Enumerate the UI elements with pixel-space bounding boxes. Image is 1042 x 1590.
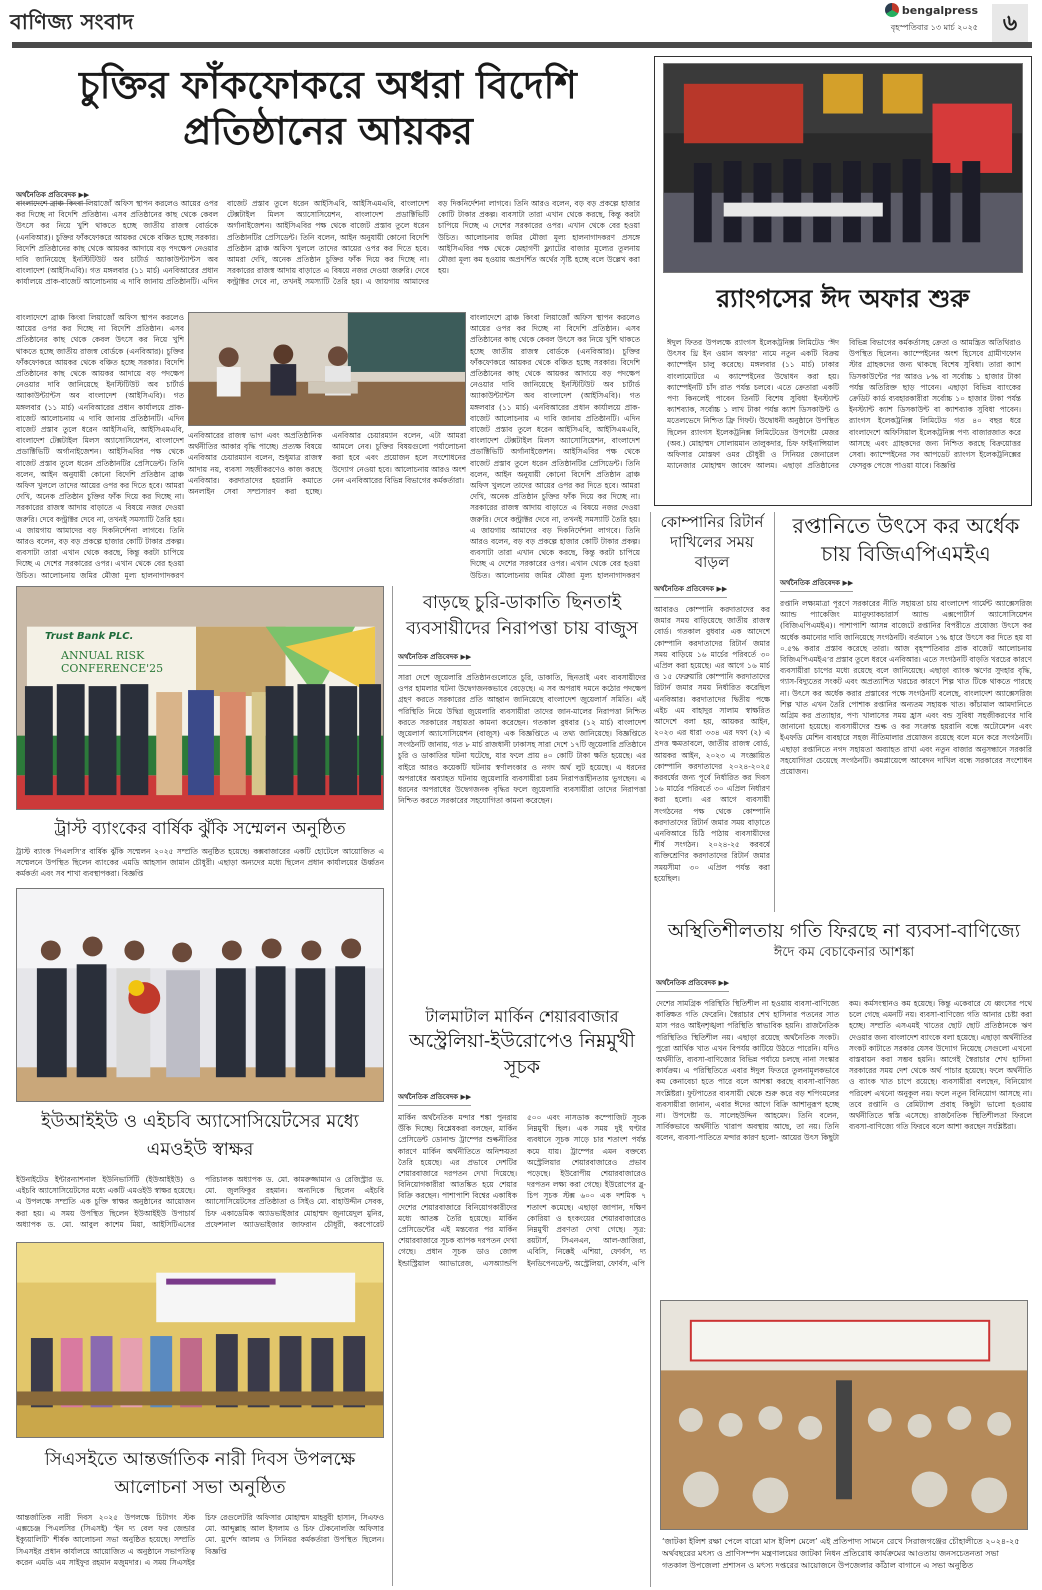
rangs-headline: র‍্যাংগসের ঈদ অফার শুরু bbox=[716, 284, 970, 313]
instability-subheadline: ঈদে কম বেচাকেনার আশঙ্কা bbox=[773, 945, 915, 960]
stock-byline: অর্থনৈতিক প্রতিবেদক ▶▶ bbox=[398, 1091, 471, 1106]
cse-body: আন্তর্জাতিক নারী দিবস ২০২৫ উপলক্ষে চিটাগং স্টক এক্সচেঞ্জ পিএলসির (সিএসই) ‘ইন দ্য বেল ফর জেন্ডার ইক্যুয়ালিটি’ শীর্ষক আলোচনা সভা অনুষ্ঠিত হয়েছে। সম্প্রতি সিএসইর প্রধান কার্যালয়ে আয়োজিত এ অনুষ্ঠানে সভাপতিত্ব করেন এমডি এম সাইফুর রহমান মজুমদার। এ সময় সিএসইর চিফ রেগুলেটরি অফিসার মোহাম্মদ মাহবুবী হাসান, সিএফও মো. আব্দুল্লাহ আল ইসলাম ও চিফ টেকনোলজি অফিসার মো. মুর্শেদ আলম ও সিনিয়র কর্মকর্তারা উপস্থিত ছিলেন। বিজ্ঞপ্তি bbox=[16, 1513, 384, 1567]
uiu-photo bbox=[16, 888, 384, 1102]
eid-offer-photo-illustration bbox=[664, 64, 1022, 272]
cse-story bbox=[14, 1242, 386, 1588]
trust-bank-story bbox=[14, 586, 386, 886]
lead-body-left-text: বাংলাদেশে ব্রাঞ্চ কিংবা লিয়াজোঁ অফিস স্থাপন করলেও আয়ের ওপর কর দিচ্ছে না বিদেশি প্রতিষ্ঠান। এসব প্রতিষ্ঠানের কাছ থেকে কেবল উৎসে কর নিয়ে খুশি থাকতে হচ্ছে জাতীয় রাজস্ব বোর্ডকে (এনবিআর)। চুক্তির ফাঁকফোকরে আয়কর থেকে বঞ্চিত হচ্ছে সরকার। বিদেশি প্রতিষ্ঠানের কাছ থেকে আয়কর আদায়ে বড় পদক্ষেপ নেওয়ার দাবি জানিয়েছে ইনস্টিটিউট অব চার্টার্ড অ্যাকাউন্ট্যান্টস অব বাংলাদেশ (আইসিএবি)। গত মঙ্গলবার (১১ মার্চ) এনবিআরের প্রধান কার্যালয়ে প্রাক-বাজেট আলোচনায় এ দাবি জানায় প্রতিষ্ঠানটি। এদিন বাজেট প্রস্তাব তুলে ধরেন আইসিএবি, আইসিএমএবি, বাংলাদেশ টেক্সটাইল মিলস অ্যাসোসিয়েশন, বাংলাদেশ প্রডাক্টিভিটি অর্গানাইজেশন। আইসিএবির পক্ষ থেকে বাজেট প্রস্তাব তুলে ধরেন প্রতিষ্ঠানটির প্রেসিডেন্ট। তিনি বলেন, আইন অনুযায়ী কোনো বিদেশি প্রতিষ্ঠান ব্রাঞ্চ অফিস খুললে তাদের আয়ের ওপর কর দিতে হবে। আমরা দেখি, অনেক প্রতিষ্ঠান চুক্তির ফাঁক দিয়ে কর দিচ্ছে না। সরকারের রাজস্ব আদায় বাড়াতে এ বিষয়ে নজর দেওয়া জরুরি। দেবে কন্ট্রাক্টর দেবে না, তখনই সমস্যাটি তৈরি হয়। এ জায়গায় আমাদের বড় দিকনির্দেশনা লাগবে। তিনি আরও বলেন, বড় বড় প্রকল্পে হাজার কোটি টাকার প্রকল্প। ব্যবসাটা তারা এখান থেকে করছে, কিন্তু করটা চাপিয়ে দিচ্ছে এ দেশের সরকারের ওপর। এখান থেকে বের হওয়া উচিত। আলোচনায় জমির মৌজা মূল্য হালনাগাদকরণ bbox=[16, 313, 184, 580]
lead-photo bbox=[188, 312, 466, 426]
trust-bank-headline: ট্রাস্ট ব্যাংকের বার্ষিক ঝুঁকি সম্মেলন অনুষ্ঠিত bbox=[54, 819, 346, 839]
lead-story bbox=[12, 56, 644, 584]
company-return-headline: কোম্পানির রিটার্ন দাখিলের সময় বাড়ল bbox=[660, 513, 764, 571]
rangs-photo bbox=[663, 63, 1023, 273]
lead-body-right bbox=[470, 312, 640, 580]
trust-bank-body: ট্রাস্ট ব্যাংক পিএলসি’র বার্ষিক ঝুঁকি সম্মেলন ২০২৫ সম্প্রতি অনুষ্ঠিত হয়েছে। কক্সবাজারের একটি হোটেলে আয়োজিত এ সম্মেলনে উপস্থিত ছিলেন ব্যাংকের এমডি আহসান জামান চৌধুরী। এছাড়া অন্যদের মধ্যে ছিলেন প্রধান কার্যালয়ের ঊর্ধ্বতন কর্মকর্তা এবং সব শাখা ব্যবস্থাপকরা। বিজ্ঞপ্তি bbox=[16, 847, 384, 879]
bajus-byline: অর্থনৈতিক প্রতিবেদক ▶▶ bbox=[398, 651, 471, 666]
mou-signing-photo-illustration bbox=[17, 889, 383, 1101]
cse-photo bbox=[16, 1242, 384, 1438]
masthead-rule bbox=[12, 42, 1032, 48]
instability-byline: অর্থনৈতিক প্রতিবেদক ▶▶ bbox=[656, 977, 729, 992]
uiu-story bbox=[14, 888, 386, 1238]
stock-headline-line2: অস্ট্রেলিয়া-ইউরোপেও নিম্নমুখী সূচক bbox=[409, 1030, 635, 1078]
instability-story bbox=[656, 918, 1032, 1296]
page-number: ৬ bbox=[992, 4, 1028, 48]
export-tax-byline: অর্থনৈতিক প্রতিবেদক ▶▶ bbox=[780, 577, 853, 592]
export-tax-body: রপ্তানি লক্ষ্যমাত্রা পূরণে সরকারের নীতি সহায়তা চায় বাংলাদেশ গার্মেন্ট অ্যাক্সেসরিজ অ্যান্ড প্যাকেজিং ম্যানুফ্যাকচারার্স অ্যান্ড এক্সপোর্টার্স অ্যাসোসিয়েশন (বিজিএপিএমইএ)। পাশাপাশি আসন্ন বাজেটে রপ্তানির বিপরীতে প্রযোজ্য উৎসে কর অর্ধেক কমানোর দাবি জানিয়েছে সংগঠনটি। বর্তমানে ১% হারে উৎসে কর দিতে হয় যা ০.৫% করার প্রস্তাব করেছে তারা। আজ বৃহস্পতিবার প্রাক বাজেট আলোচনায় বিজিএপিএমইএ’র প্রস্তাব তুলে ধরবে এনবিআর। এতে সংগঠনটি বাড়তি খরচের কারণে ব্যবসায়ীরা চাপের মধ্যে রয়েছে বলে জানিয়েছে। এছাড়া ব্যাংক ঋণের সুদহার বৃদ্ধি, গ্যাস-বিদ্যুতের সংকট এবং অপ্রত্যাশিত খরচের কারণে শিল্প খাত টিকে থাকতে পারছে না। উৎসে কর অর্ধেক করার প্রস্তাবের পক্ষে সংগঠনটি বলেছে, বাংলাদেশ অ্যাক্সেসরিজ শিল্প খাত এখন তৈরি পোশাক রপ্তানির অন্যতম সহায়ক খাত। কাঁচামাল আমদানিতে অগ্রিম কর প্রত্যাহার, পণ্য খালাসের সময় হ্রাস এবং বন্ড সুবিধা সহজীকরণের দাবি জানানো হয়েছে। ব্যবসায়ীদের শুল্ক ও কর সংক্রান্ত হয়রানি বন্ধে অটোমেশন এবং ইএফডি মেশিন ব্যবহারে সহজ নীতিমালার প্রয়োজন রয়েছে বলে মনে করে সংগঠনটি। এছাড়া রপ্তানিতে নগদ সহায়তা অব্যাহত রাখা এবং নতুন বাজার অনুসন্ধানে সরকারি সহযোগিতা চেয়েছে সংগঠনটি। কমপ্লায়েন্সে আবেদন দাখিল বন্ধে সরকারের সংশোধন প্রয়োজন। bbox=[780, 599, 1032, 777]
hilsa-caption: ‘জাটকা ইলিশ রক্ষা পেলে বারো মাস ইলিশ মেলে’ এই প্রতিপাদ্য সামনে রেখে সিরাজগঞ্জের চৌহালীতে ২০২৪-২৫ অর্থবছরের মৎস্য ও প্রাণিসম্পদ মন্ত্রণালয়ের জাটকা নিধন প্রতিরোধ কার্যক্রমের আওতায় জনসচেতনতা সভা গতকাল উপজেলা প্রশাসন ও মৎস্য দপ্তরের আয়োজনে উপজেলার কাঁঠাল বাগানে এ সভা অনুষ্ঠিত bbox=[662, 1537, 1020, 1570]
risk-conference-photo-illustration bbox=[17, 587, 383, 809]
lead-body-continued: এনবিআরের রাজস্ব ভাগ এবং অপ্রতিষ্ঠানিক অর্থনীতির আকার বৃদ্ধি পাচ্ছে। প্রত্যক্ষ বিষয়ে এনবিআর চেয়ারম্যান বলেন, শুধুমাত্র রাজস্ব আদায় নয়, ব্যবসা সহজীকরণেও কাজ করছে এনবিআর। করদাতাদের হয়রানি কমাতে অনলাইন সেবা সম্প্রসারণ করা হচ্ছে। এনবিআর চেয়ারম্যান বলেন, এটা আমরা আমলে নেব। চুক্তির বিষয়গুলো পর্যালোচনা করা হবে এবং প্রয়োজন হলে সংশোধনের উদ্যোগ নেওয়া হবে। আলোচনায় আরও অংশ নেন এনবিআরের বিভিন্ন বিভাগের কর্মকর্তারা। bbox=[188, 431, 466, 497]
company-return-body: আবারও কোম্পানি করদাতাদের কর জমার সময় বাড়িয়েছে জাতীয় রাজস্ব বোর্ড। গতকাল বুধবার এক আদেশে কোম্পানি করদাতাদের রিটার্ন জমার সময় বাড়িয়ে ১৬ মার্চের পরিবর্তে ৩০ এপ্রিল করা হয়েছে। এর আগে ১৬ মার্চ ও ১৫ ফেব্রুয়ারি কোম্পানি করদাতাদের রিটার্ন জমার সময় নির্ধারিত করেছিল এনবিআর। করদাতাদের দ্বিতীয় পক্ষে এইচ এম বাহাদুর সালাম স্বাক্ষরিত আদেশে বলা হয়, আয়কর আইন, ২০২৩ এর ধারা ৩৩৪ এর দফা (২) এ প্রদত্ত ক্ষমতাবলে, জাতীয় রাজস্ব বোর্ড, আয়কর আইন, ২০২৩ এ সংজ্ঞায়িত কোম্পানি করদাতাদের ২০২৪-২০২৫ করবর্ষের জন্য পূর্বে নির্ধারিত কর দিবস ১৬ মার্চের পরিবর্তে ৩০ এপ্রিল নির্ধারণ করা হলো। এর আগে ব্যবসায়ী সংগঠনের পক্ষ থেকে কোম্পানি করদাতাদের রিটার্ন জমার সময় বাড়াতে এনবিআরে চিঠি পাঠায় ব্যবসায়ীদের শীর্ষ সংগঠন। ২০২৪-২৫ করবর্ষে ব্যক্তিশ্রেণির করদাতাদের রিটার্ন জমার সময়সীমা ৩০ এপ্রিল পর্যন্ত করা হয়েছিল। bbox=[654, 605, 770, 883]
cse-headline: সিএসইতে আন্তর্জাতিক নারী দিবস উপলক্ষে আলোচনা সভা অনুষ্ঠিত bbox=[44, 1449, 356, 1498]
column-divider bbox=[392, 586, 393, 1586]
company-return-byline: অর্থনৈতিক প্রতিবেদক ▶▶ bbox=[654, 583, 727, 598]
trust-bank-banner-subtitle: ANNUAL RISK CONFERENCE'25 bbox=[61, 649, 164, 675]
rangs-body: ঈদুল ফিতর উপলক্ষে র‍্যাংগস ইলেকট্রনিক্স লিমিটেড ‘ঈদ উৎসব থ্রি ইন ওয়ান অফার’ নামে নতুন একটি বিক্রয় ক্যাম্পেইন চালু করেছে। মঙ্গলবার (১১ মার্চ) ঢাকার বাংলামোটরে এ ক্যাম্পেইনের উদ্বোধন করা হয়। ক্যাম্পেইনটি চাঁদ রাত পর্যন্ত চলবে। এতে ক্রেতারা একটি পণ্য কিনলেই পাবেন তিনটি বিশেষ সুবিধা ইনস্ট্যান্ট ক্যাশব্যাক, সর্বোচ্চ ১ লাখ টাকা পর্যন্ত ক্যাশ ডিসকাউন্ট ও মতেলভেদে নিশ্চিত ফ্রি গিফট। উদ্বোধনী অনুষ্ঠানে উপস্থিত ছিলেন র‍্যাংগস ইলেকট্রনিক্স লিমিটেডের উপদেষ্টা মেজর (অব.) মোহাম্মদ সোলায়মান তালুকদার, চিফ ফাইনান্সিয়াল অফিসার মোস্তফা ওমর চৌধুরী ও সিনিয়র জেনারেল ম্যানেজার মোহাম্মদ জাবেদ আলম। এছাড়া প্রতিষ্ঠানের বিভিন্ন বিভাগের কর্মকর্তাসহ ক্রেতা ও আমন্ত্রিত অতিথিরাও উপস্থিত ছিলেন। ক্যাম্পেইনের অংশ হিসেবে গ্রামীণফোন স্টার গ্রাহকদের জন্য থাকছে বিশেষ সুবিধা। তারা ক্যাশ ডিসকাউন্টের পর আরও ৮% বা সর্বোচ্চ ১ হাজার টাকা পর্যন্ত অতিরিক্ত ছাড় পাবেন। এছাড়া বিভিন্ন ব্যাংকের ক্রেডিট কার্ড ব্যবহারকারীরা সর্বোচ্চ ১০ হাজার টাকা পর্যন্ত ইনস্ট্যান্ট ক্যাশ ডিসকাউন্ট বা ক্যাশব্যাক সুবিধা পাবেন। র‍্যাংগস ইলেকট্রনিক্স লিমিটেড গত ৪০ বছর ধরে বাংলাদেশে অফিসিয়াল ইলেকট্রনিক্স পণ্য বাজারজাত করে আসছে এবং গ্রাহকদের জন্য নিশ্চিত করছে বিক্রয়োত্তর সেবা। ক্যাম্পেইনের সব আপডেট র‍্যাংগস ইলেকট্রনিক্সের ফেসবুক পেজে পাওয়া যাবে। বিজ্ঞপ্তি bbox=[667, 338, 1021, 471]
lead-body-left bbox=[16, 312, 184, 580]
rangs-story bbox=[654, 56, 1032, 506]
issue-date: বৃহস্পতিবার ১৩ মার্চ ২০২৫ bbox=[890, 23, 978, 32]
uiu-body: ইউনাইটেড ইন্টারন্যাশনাল ইউনিভার্সিটি (ইউআইইউ) ও এইচবি অ্যাসোসিয়েটসের মধ্যে একটি এমওইউ স্বাক্ষর হয়েছে। এ উপলক্ষে সম্প্রতি এক চুক্তি স্বাক্ষর অনুষ্ঠানের আয়োজন করা হয়। এ সময় উপস্থিত ছিলেন ইউআইইউ উপাচার্য অধ্যাপক ড. মো. আবুল কাশেম মিয়া, আইসিটিএসের পরিচালক অধ্যাপক ড. মো. কামরুজ্জামান ও রেজিস্ট্রার ড. মো. জুলফিকুর রহমান। অন্যদিকে ছিলেন এইচবি অ্যাসোসিয়েটসের প্রতিষ্ঠাতা ও সিইও মো. বাহাউদ্দীন সেবক, চিফ একাডেমিক অ্যাডভাইজার মোহাম্মদ জুনায়েদুল মুনির, প্রফেশনাল অ্যাডভাইজার জাফরান চৌধুরী, করপোরেট bbox=[16, 1175, 384, 1229]
stock-body: মার্কিন অর্থনৈতিক মন্দার শঙ্কা পুনরায় উঁকি দিচ্ছে। বিশ্লেষকরা বলছেন, মার্কিন প্রেসিডেন্ট ডোনাল্ড ট্রাম্পের শুল্কনীতির কারণে মার্কিন অর্থনীতিতে অনিশ্চয়তা তৈরি হয়েছে। এর প্রভাবে দেশটির শেয়ারবাজারে দরপতন দেখা দিয়েছে। বিনিয়োগকারীরা আতঙ্কিত হয়ে শেয়ার বিক্রি করছেন। পাশাপাশি বিশ্বের একাধিক দেশের শেয়ারবাজারে বিনিয়োগকারীদের মধ্যে আতঙ্ক তৈরি হয়েছে। মার্কিন প্রেসিডেন্টের এই মন্তব্যের পর মার্কিন শেয়ারবাজারে সূচক ব্যাপক দরপতন দেখা গেছে। প্রধান সূচক ডাও জোন্স ইন্ডাস্ট্রিয়াল অ্যাভারেজ, এসঅ্যান্ডপি ৫০০ এবং নাসডাক কম্পোজিট সূচক নিম্নমুখী ছিল। এক সময় দুই ঘণ্টার ব্যবধানে সূচক সাড়ে চার শতাংশ পর্যন্ত কমে যায়। ট্রাম্পের এমন বক্তব্যে অস্ট্রেলিয়ার শেয়ারবাজারেও প্রভাব পড়েছে। ইউরোপীয় শেয়ারবাজারেও দরপতন লক্ষ্য করা গেছে। ইউরোপের ব্লু-চিপ সূচক স্টক্স ৬০০ এক দশমিক ৭ শতাংশ কমেছে। এছাড়া জাপান, দক্ষিণ কোরিয়া ও হংকংয়ের শেয়ারবাজারেও নিম্নমুখী প্রবণতা দেখা গেছে। সূত্র: রয়টার্স, সিএনএন, আল-জাজিরা, এবিসি, নিক্কেই এশিয়া, ফোর্বস, দ্য ইনডিপেনডেন্ট, অস্ট্রেলিয়া, ফোর্বস, এপি bbox=[398, 1113, 646, 1268]
company-return-story bbox=[654, 512, 770, 912]
bajus-body: সারা দেশে জুয়েলারি প্রতিষ্ঠানগুলোতে চুরি, ডাকাতি, ছিনতাই এবং ব্যবসায়ীদের ওপর হামলার ঘটনা উদ্বেগজনকভাবে বেড়েছে। এ সব অপরাধ দমনে কঠোর পদক্ষেপ গ্রহণ করতে সরকারের প্রতি আহ্বান জানিয়েছে বাংলাদেশ জুয়েলার্স সমিতি। এই পরিস্থিতি নিয়ে উদ্বিগ্ন জুয়েলারি ব্যবসায়ীরা তাদের জান-মালের নিরাপত্তা নিশ্চিত করতে সরকারের সহায়তা কামনা করেছেন। গতকাল বুধবার (১২ মার্চ) বাংলাদেশ জুয়েলার্স অ্যাসোসিয়েশন (বাজুস) এক বিজ্ঞপ্তিতে এ তথ্য জানিয়েছে। বিজ্ঞপ্তিতে সংগঠনটি জানায়, গত ৮ মার্চ রাজধানী ঢাকাসহ সারা দেশে ১৭টি জুয়েলারি প্রতিষ্ঠানে চুরি ও ডাকাতির ঘটনা ঘটেছে, যার ফলে প্রায় ৪০ কোটি টাকা ক্ষতি হয়েছে। এর বাইরে আরও কয়েকটি ঘটনায় স্বর্ণালংকার ও নগদ অর্থ লুট হয়েছে। এ ধরনের অপরাধের অব্যাহত ঘটনায় জুয়েলারি ব্যবসায়ীরা চরম নিরাপত্তাহীনতায় ভুগছেন। এ ধরনের অপরাধের উদ্বেগজনক বৃদ্ধির ফলে জুয়েলারি ব্যবসায়ীরা তাদের নিরাপত্তা নিশ্চিত করতে সরকারের সহযোগিতা কামনা করেছেন। bbox=[398, 673, 646, 806]
export-tax-story bbox=[780, 512, 1032, 912]
stock-story bbox=[398, 1006, 646, 1586]
stock-headline-line1: টালমাটাল মার্কিন শেয়ারবাজার bbox=[425, 1007, 619, 1026]
lead-body-right-text: বাংলাদেশে ব্রাঞ্চ কিংবা লিয়াজোঁ অফিস স্থাপন করলেও আয়ের ওপর কর দিচ্ছে না বিদেশি প্রতিষ্ঠান। এসব প্রতিষ্ঠানের কাছ থেকে কেবল উৎসে কর নিয়ে খুশি থাকতে হচ্ছে জাতীয় রাজস্ব বোর্ডকে (এনবিআর)। চুক্তির ফাঁকফোকরে আয়কর থেকে বঞ্চিত হচ্ছে সরকার। বিদেশি প্রতিষ্ঠানের কাছ থেকে আয়কর আদায়ে বড় পদক্ষেপ নেওয়ার দাবি জানিয়েছে ইনস্টিটিউট অব চার্টার্ড অ্যাকাউন্ট্যান্টস অব বাংলাদেশ (আইসিএবি)। গত মঙ্গলবার (১১ মার্চ) এনবিআরের প্রধান কার্যালয়ে প্রাক-বাজেট আলোচনায় এ দাবি জানায় প্রতিষ্ঠানটি। এদিন বাজেট প্রস্তাব তুলে ধরেন আইসিএবি, আইসিএমএবি, বাংলাদেশ টেক্সটাইল মিলস অ্যাসোসিয়েশন, বাংলাদেশ প্রডাক্টিভিটি অর্গানাইজেশন। আইসিএবির পক্ষ থেকে বাজেট প্রস্তাব তুলে ধরেন প্রতিষ্ঠানটির প্রেসিডেন্ট। তিনি বলেন, আইন অনুযায়ী কোনো বিদেশি প্রতিষ্ঠান ব্রাঞ্চ অফিস খুললে তাদের আয়ের ওপর কর দিতে হবে। আমরা দেখি, অনেক প্রতিষ্ঠান চুক্তির ফাঁক দিয়ে কর দিচ্ছে না। সরকারের রাজস্ব আদায় বাড়াতে এ বিষয়ে নজর দেওয়া জরুরি। দেবে কন্ট্রাক্টর দেবে না, তখনই সমস্যাটি তৈরি হয়। এ জায়গায় আমাদের বড় দিকনির্দেশনা লাগবে। তিনি আরও বলেন, বড় বড় প্রকল্পে হাজার কোটি টাকার প্রকল্প। ব্যবসাটা তারা এখান থেকে করছে, কিন্তু করটা চাপিয়ে দিচ্ছে এ দেশের সরকারের ওপর। এখান থেকে বের হওয়া উচিত। আলোচনায় জমির মৌজা মূল্য হালনাগাদকরণ bbox=[470, 313, 640, 580]
masthead bbox=[0, 0, 1042, 48]
column-divider bbox=[650, 512, 651, 1587]
trust-bank-banner-title: Trust Bank PLC. bbox=[45, 631, 134, 642]
trust-bank-photo bbox=[16, 586, 384, 810]
bengalpress-logo-icon bbox=[885, 3, 899, 17]
hilsa-photo-story bbox=[656, 1300, 1032, 1586]
awareness-meeting-photo-illustration bbox=[661, 1301, 1027, 1529]
uiu-headline: ইউআইইউ ও এইচবি অ্যাসোসিয়েটসের মধ্যে এমওইউ স্বাক্ষর bbox=[41, 1111, 359, 1160]
womens-day-photo-illustration bbox=[17, 1243, 383, 1437]
lead-headline: চুক্তির ফাঁকফোকরে অধরা বিদেশি প্রতিষ্ঠানের আয়কর bbox=[79, 62, 577, 153]
brand bbox=[885, 3, 978, 17]
bajus-headline: বাড়ছে চুরি-ডাকাতি ছিনতাই ব্যবসায়ীদের নিরাপত্তা চায় বাজুস bbox=[406, 592, 638, 639]
instability-body: দেশের সামগ্রিক পরিস্থিতি স্থিতিশীল না হওয়ায় ব্যবসা-বাণিজ্যে কাঙ্ক্ষিত গতি ফেরেনি। স্বৈরাচার শেখ হাসিনার পতনের সাত মাস পরও আইনশৃঙ্খলা পরিস্থিতি স্বাভাবিক হয়নি। রাজনৈতিক পরিস্থিতিও স্থিতিশীল নয়। এছাড়া রয়েছে অর্থনৈতিক সংকট। পুরো আর্থিক খাত এখন বিপর্যয় কাটিয়ে উঠতে পারেনি। যদিও অর্থনীতি, ব্যবসা-বাণিজ্যের বিভিন্ন পর্যায়ে চলছে নানা সংস্কার কার্যক্রম। এ পরিস্থিতিতে এবার ঈদুল ফিতরে তুলনামূলকভাবে কম কেনাবেচা হতে পারে বলে আশঙ্কা করছে ব্যবসা-বাণিজ্য সংশ্লিষ্টরা। ফুটপাতের ব্যবসায়ী থেকে শুরু করে বড় শপিংমলের ব্যবসায়ীরা জানান, এবার ঈদের আগে বিক্রি আশানুরূপ হচ্ছে না। উপদেষ্টা ড. সালেহউদ্দিন আহমেদ। তিনি বলেন, সার্বিকভাবে অর্থনীতি খারাপ অবস্থায় আছে, তা নয়। তিনি বলেন, ব্যবসা-পাতিতে মন্দার কারণ হলো- আয়ের উৎস কিছুটা কম। কর্মসংস্থানও কম হয়েছে। কিন্তু একেবারে যে ধ্বংসের পথে চলে গেছে এমনটি নয়। ব্যবসা-বাণিজ্যে গতি আনার চেষ্টা করা হচ্ছে। সম্প্রতি এসএমই খাতের ছোট ছোট প্রতিষ্ঠানকে ঋণ দেওয়ার জন্য বাংলাদেশ ব্যাংকে বলা হয়েছে। এছাড়া অর্থনীতির সংকট কাটাতে সরকার যেসব উদ্যোগ নিয়েছে সেগুলো এখনো বাস্তবায়ন করা সম্ভব হয়নি। আগেই স্বৈরাচার শেখ হাসিনা সরকারের সময় দেশ থেকে অর্থ পাচার হয়েছে। ফলে অর্থনীতি ও ব্যাংক খাত চাপে রয়েছে। ব্যবসায়ীরা বলছেন, বিনিয়োগ পরিবেশ এখনো অনুকূল নয়। ফলে নতুন বিনিয়োগ আসছে না। তবে রপ্তানি ও রেমিট্যান্স প্রবাহ কিছুটা ভালো হওয়ায় অর্থনীতিতে স্বস্তি এসেছে। রাজনৈতিক স্থিতিশীলতা ফিরলে ব্যবসা-বাণিজ্যে গতি ফিরবে বলে আশা করছেন সংশ্লিষ্টরা। bbox=[656, 999, 1032, 1143]
lead-body: বাংলাদেশে ব্রাঞ্চ কিংবা লিয়াজোঁ অফিস স্থাপন করলেও আয়ের ওপর কর দিচ্ছে না বিদেশি প্রতিষ্ঠান। এসব প্রতিষ্ঠানের কাছ থেকে কেবল উৎসে কর নিয়ে খুশি থাকতে হচ্ছে জাতীয় রাজস্ব বোর্ডকে (এনবিআর)। চুক্তির ফাঁকফোকরে আয়কর থেকে বঞ্চিত হচ্ছে সরকার। বিদেশি প্রতিষ্ঠানের কাছ থেকে আয়কর আদায়ে বড় পদক্ষেপ নেওয়ার দাবি জানিয়েছে ইনস্টিটিউট অব চার্টার্ড অ্যাকাউন্ট্যান্টস অব বাংলাদেশ (আইসিএবি)। গত মঙ্গলবার (১১ মার্চ) এনবিআরের প্রধান কার্যালয়ে প্রাক-বাজেট আলোচনায় এ দাবি জানায় প্রতিষ্ঠানটি। এদিন বাজেট প্রস্তাব তুলে ধরেন আইসিএবি, আইসিএমএবি, বাংলাদেশ টেক্সটাইল মিলস অ্যাসোসিয়েশন, বাংলাদেশ প্রডাক্টিভিটি অর্গানাইজেশন। আইসিএবির পক্ষ থেকে বাজেট প্রস্তাব তুলে ধরেন প্রতিষ্ঠানটির প্রেসিডেন্ট। তিনি বলেন, আইন অনুযায়ী কোনো বিদেশি প্রতিষ্ঠান ব্রাঞ্চ অফিস খুললে তাদের আয়ের ওপর কর দিতে হবে। আমরা দেখি, অনেক প্রতিষ্ঠান চুক্তির ফাঁক দিয়ে কর দিচ্ছে না। সরকারের রাজস্ব আদায় বাড়াতে এ বিষয়ে নজর দেওয়া জরুরি। দেবে কন্ট্রাক্টর দেবে না, তখনই সমস্যাটি তৈরি হয়। এ জায়গায় আমাদের বড় দিকনির্দেশনা লাগবে। তিনি আরও বলেন, বড় বড় প্রকল্পে হাজার কোটি টাকার প্রকল্প। ব্যবসাটা তারা এখান থেকে করছে, কিন্তু করটা চাপিয়ে দিচ্ছে এ দেশের সরকারের ওপর। এখান থেকে বের হওয়া উচিত। আলোচনায় জমির মৌজা মূল্য হালনাগাদকরণ প্রসঙ্গে আইসিএবির পক্ষ থেকে মেহাগণী ফ্ল্যাটের বাজার মূল্যের তুলনায় মৌজা মূল্য কম হওয়ায় অপ্রদর্শিত অর্থের সৃষ্টি হচ্ছে বলে উল্লেখ করা হয়। bbox=[16, 199, 640, 287]
instability-headline: অস্থিতিশীলতায় গতি ফিরছে না ব্যবসা-বাণিজ্যে bbox=[667, 920, 1021, 942]
column-divider bbox=[774, 512, 775, 912]
bajus-story bbox=[398, 590, 646, 1002]
meeting-photo-illustration bbox=[189, 313, 465, 425]
brand-name: bengalpress bbox=[901, 3, 978, 17]
section-title: বাণিজ্য সংবাদ bbox=[10, 9, 134, 34]
lead-byline: অর্থনৈতিক প্রতিবেদক ▶▶ bbox=[16, 189, 89, 204]
export-tax-headline: রপ্তানিতে উৎসে কর অর্ধেক চায় বিজিএপিএমইএ bbox=[792, 514, 1020, 566]
hilsa-photo bbox=[660, 1300, 1028, 1530]
